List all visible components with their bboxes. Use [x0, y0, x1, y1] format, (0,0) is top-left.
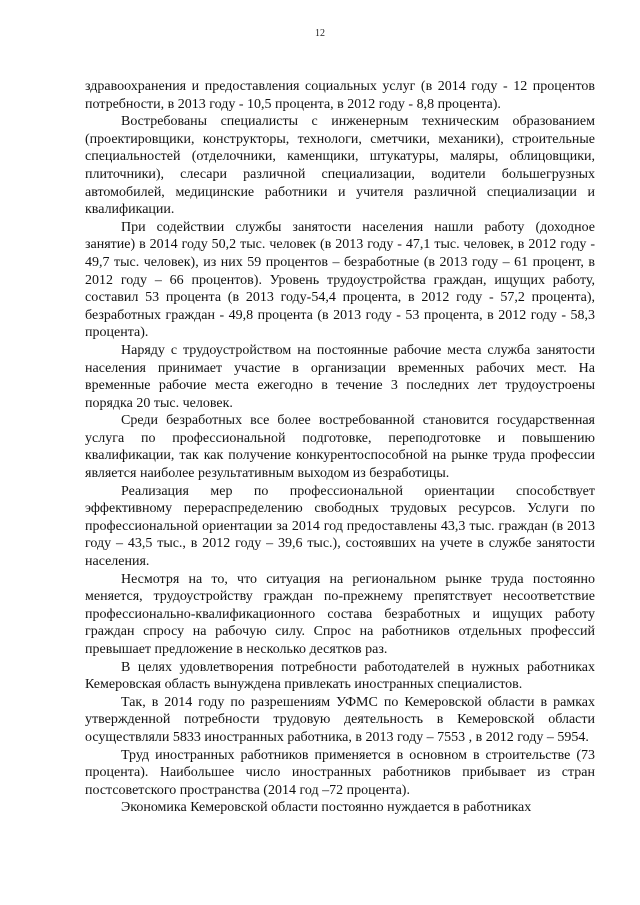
- paragraph-continuation: здравоохранения и предоставления социальных услуг (в 2014 году - 12 процентов потребности, в 2013 году - 10,5 процента, в 2012 году - 8,8 процента).: [85, 79, 595, 112]
- paragraph: В целях удовлетворения потребности работодателей в нужных работниках Кемеровская область вынуждена привлекать иностранных специалистов.: [85, 659, 595, 693]
- page-number: 12: [315, 28, 325, 39]
- paragraph: Реализация мер по профессиональной ориентации способствует эффективному перераспределению свободных трудовых ресурсов. Услуги по профессиональной ориентации за 2014 год предоставлены 43,3 тыс. граждан (в 2013 году – 43,5 тыс., в 2012 году – 39,6 тыс.), состоявших на учете в службе занятости населения.: [85, 483, 595, 570]
- paragraph-last: Экономика Кемеровской области постоянно нуждается в работниках: [121, 800, 532, 816]
- paragraph: Так, в 2014 году по разрешениям УФМС по Кемеровской области в рамках утвержденной потребности трудовую деятельность в Кемеровской области осуществляли 5833 иностранных работника, в 2013 году – 7553 , в 2012 году – 5954.: [85, 694, 595, 745]
- paragraph: При содействии службы занятости населения нашли работу (доходное занятие) в 2014 году 50,2 тыс. человек (в 2013 году - 47,1 тыс. человек, в 2012 году - 49,7 тыс. человек), из них 59 процентов – безработные (в 2013 году – 61 процент, в 2012 году – 66 процентов). Уровень трудоустройства граждан, ищущих работу, составил 53 процента (в 2013 году-54,4 процента, в 2012 году - 57,2 процента), безработных граждан - 49,8 процента (в 2013 году - 53 процента, в 2012 году - 58,3 процента).: [85, 219, 595, 341]
- paragraph: Несмотря на то, что ситуация на региональном рынке труда постоянно меняется, трудоустройству граждан по-прежнему препятствует несоответствие профессионально-квалификационного состава безработных и ищущих работу граждан спросу на рабочую силу. Спрос на работников отдельных профессий превышает предложение в несколько десятков раз.: [85, 571, 595, 657]
- paragraph: Наряду с трудоустройством на постоянные рабочие места служба занятости населения принимает участие в организации временных рабочих мест. На временные рабочие места ежегодно в течение 3 последних лет трудоустроены порядка 20 тыс. человек.: [85, 342, 595, 411]
- document-body: [85, 78, 595, 817]
- paragraph: Востребованы специалисты с инженерным техническим образованием (проектировщики, конструкторы, технологи, сметчики, механики), строительные специальностей (отделочники, каменщики, штукатуры, маляры, облицовщики, плиточники), слесари различной специализации, водители большегрузных автомобилей, медицинские работники и учителя различной специализации и квалификации.: [85, 114, 595, 218]
- paragraph: Труд иностранных работников применяется в основном в строительстве (73 процента). Наибольшее число иностранных работников прибывает из стран постсоветского пространства (2014 год –72 процента).: [85, 747, 595, 798]
- paragraph: Среди безработных все более востребованной становится государственная услуга по профессиональной подготовке, переподготовке и повышению квалификации, так как получение конкурентоспособной на рынке труда профессии является наиболее результативным выходом из безработицы.: [85, 413, 595, 482]
